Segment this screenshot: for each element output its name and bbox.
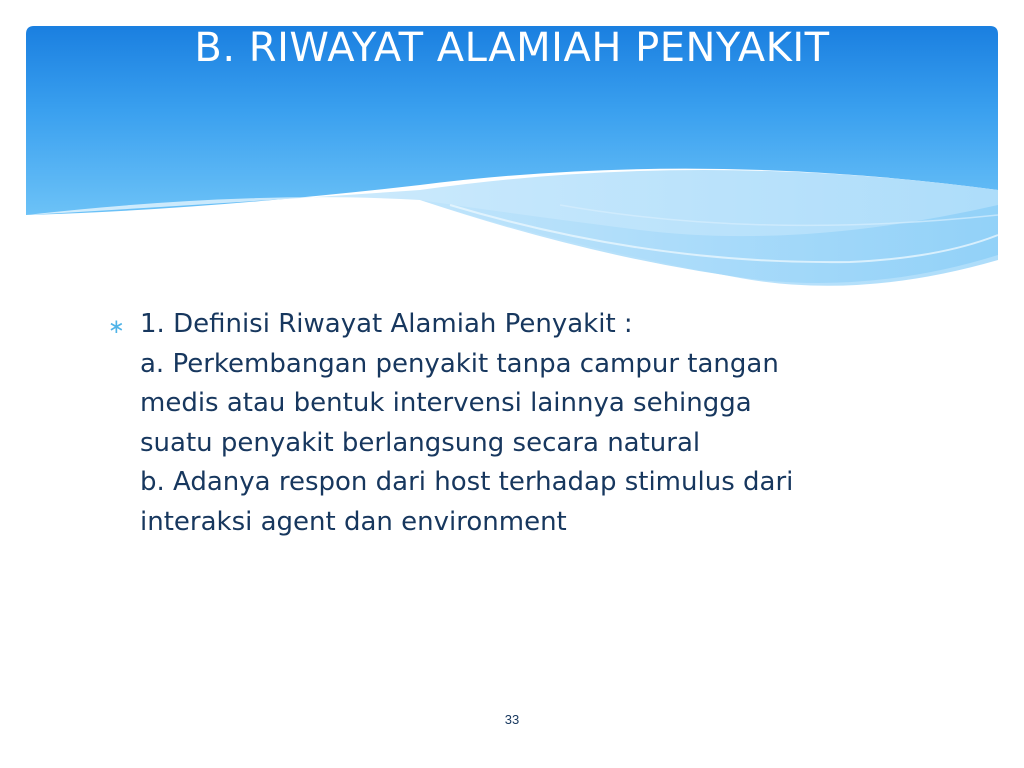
slide-title: B. RIWAYAT ALAMIAH PENYAKIT bbox=[194, 25, 830, 71]
asterisk-bullet-icon: ∗ bbox=[108, 314, 125, 338]
definition-heading: 1. Definisi Riwayat Alamiah Penyakit : bbox=[140, 309, 633, 339]
definition-line: suatu penyakit berlangsung secara natural bbox=[140, 427, 701, 458]
definition-line: medis atau bentuk intervensi lainnya sehingga bbox=[140, 388, 752, 418]
bullet-text bbox=[140, 305, 930, 542]
definition-line: a. Perkembangan penyakit tanpa campur tangan bbox=[140, 348, 779, 379]
page-number: 33 bbox=[504, 712, 520, 727]
definition-line: b. Adanya respon dari host terhadap stimulus dari bbox=[140, 467, 794, 497]
definition-line: interaksi agent dan environment bbox=[140, 506, 567, 537]
